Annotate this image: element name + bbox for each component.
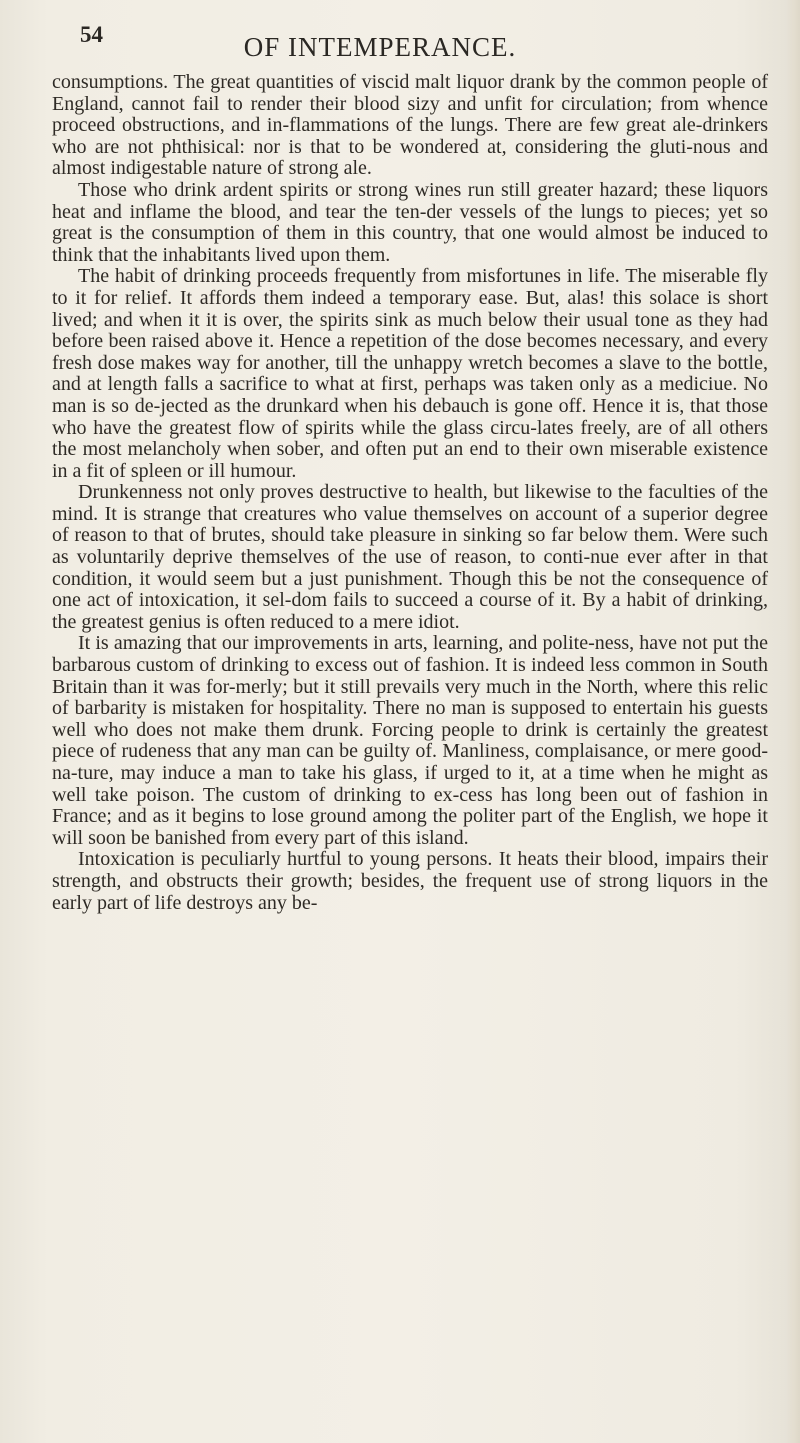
page-body xyxy=(52,72,768,914)
page-number: 54 xyxy=(80,22,103,47)
paragraph-6: Intoxication is peculiarly hurtful to young persons. It heats their blood, impairs their strength, and obstructs their growth; besides, the frequent use of strong liquors in the early part of life destroys any be- xyxy=(52,848,768,914)
page-edge-shadow xyxy=(786,0,800,1443)
paragraph-5: It is amazing that our improvements in arts, learning, and polite-ness, have not put the barbarous custom of drinking to excess out of fashion. It is indeed less common in South Britain than it was for-merly; but it still prevails very much in the North, where this relic of barbarity is mistaken for hospitality. There no man is supposed to entertain his guests well who does not make them drunk. Forcing people to drink is certainly the greatest piece of rudeness that any man can be guilty of. Manliness, complaisance, or mere good-na-ture, may induce a man to take his glass, if urged to it, at a time when he might as well take poison. The custom of drinking to ex-cess has long been out of fashion in France; and as it begins to lose ground among the politer part of the English, we hope it will soon be banished from every part of this island. xyxy=(52,632,768,849)
page-header xyxy=(80,18,780,62)
paragraph-4: Drunkenness not only proves destructive to health, but likewise to the faculties of the mind. It is strange that creatures who value themselves on account of a superior degree of reason to that of brutes, should take pleasure in sinking so far below them. Were such as voluntarily deprive themselves of the use of reason, to conti-nue ever after in that condition, it would seem but a just punishment. Though this be not the consequence of one act of intoxication, it sel-dom fails to succeed a course of it. By a habit of drinking, the greatest genius is often reduced to a mere idiot. xyxy=(52,481,768,633)
running-head: OF INTEMPERANCE. xyxy=(243,32,517,62)
paragraph-1: consumptions. The great quantities of viscid malt liquor drank by the common people of England, cannot fail to render their blood sizy and unfit for circulation; from whence proceed obstructions, and in-flammations of the lungs. There are few great ale-drinkers who are not phthisical: nor is that to be wondered at, considering the gluti-nous and almost indigestable nature of strong ale. xyxy=(52,71,768,180)
paragraph-3: The habit of drinking proceeds frequently from misfortunes in life. The miserable fly to it for relief. It affords them indeed a temporary ease. But, alas! this solace is short lived; and when it it is over, the spirits sink as much below their usual tone as they had before been raised above it. Hence a repetition of the dose becomes necessary, and every fresh dose makes way for another, till the unhappy wretch becomes a slave to the bottle, and at length falls a sacrifice to what at first, perhaps was taken only as a mediciue. No man is so de-jected as the drunkard when his debauch is gone off. Hence it is, that those who have the greatest flow of spirits while the glass circu-lates freely, are of all others the most melancholy when sober, and often put an end to their own miserable existence in a fit of spleen or ill humour. xyxy=(52,265,768,482)
paragraph-2: Those who drink ardent spirits or strong wines run still greater hazard; these liquors heat and inflame the blood, and tear the ten-der vessels of the lungs to pieces; yet so great is the consumption of them in this country, that one would almost be induced to think that the inhabitants lived upon them. xyxy=(52,178,768,266)
